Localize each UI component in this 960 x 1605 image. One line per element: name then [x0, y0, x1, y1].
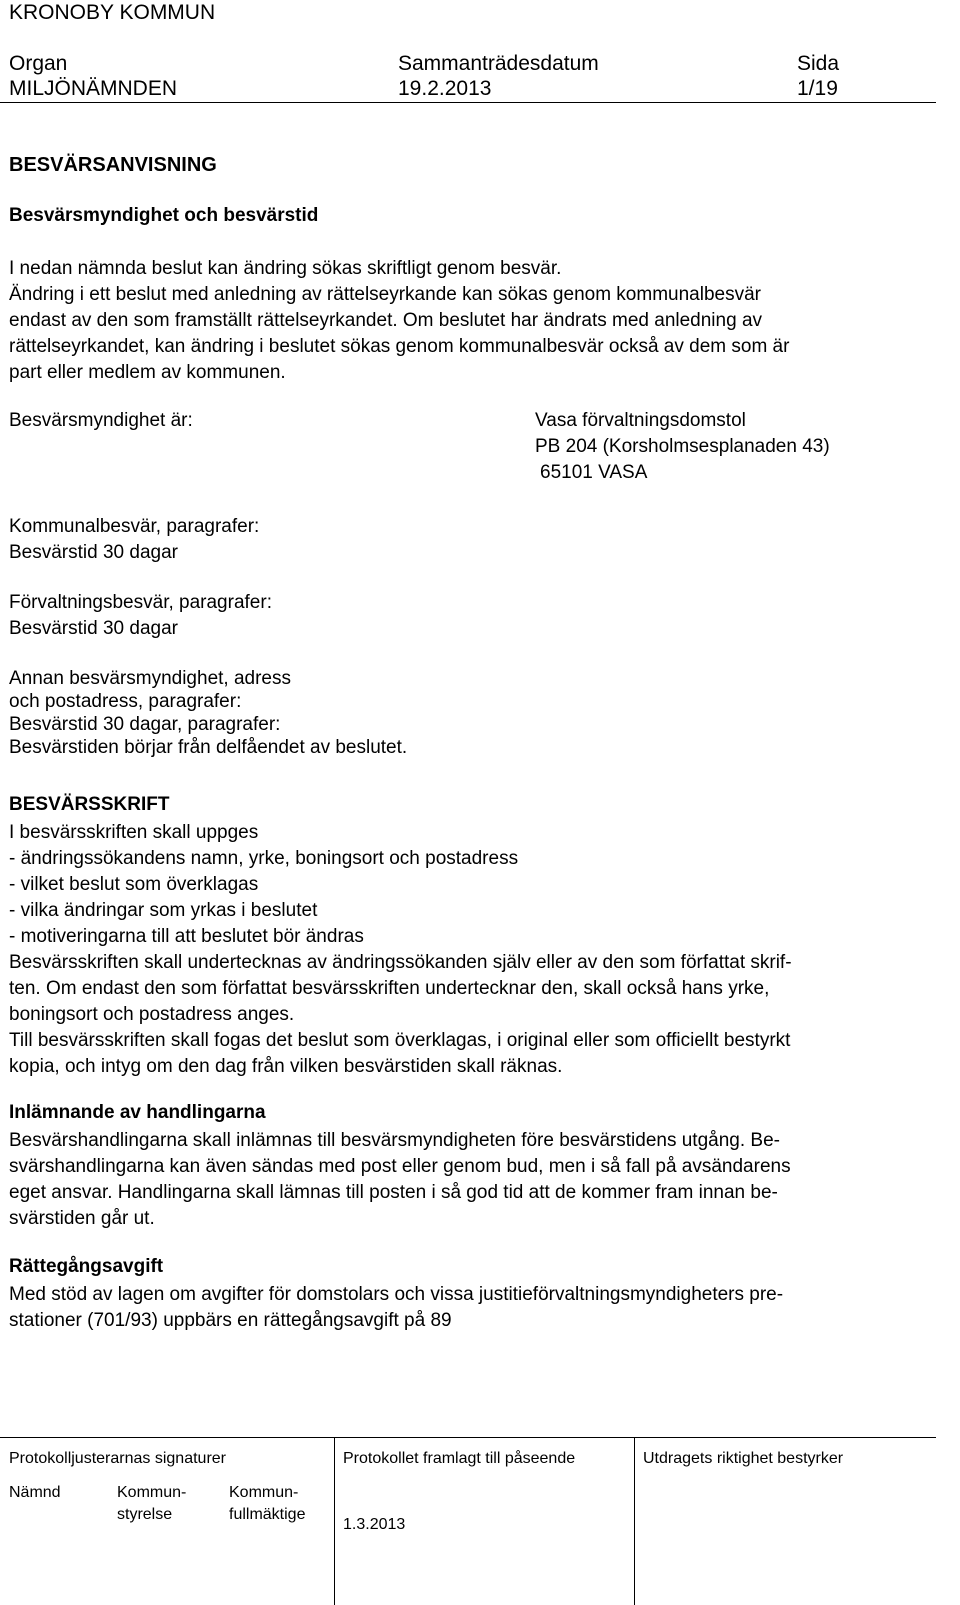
document-title: BESVÄRSANVISNING [9, 154, 217, 176]
signatures-label: Protokolljusterarnas signaturer [9, 1450, 226, 1467]
text-line: Besvärstid 30 dagar [9, 542, 178, 563]
text-line: - vilka ändringar som yrkas i beslutet [9, 900, 318, 921]
section-text-besvarsmyndighet [9, 256, 929, 386]
authority-address: PB 204 (Korsholmsesplanaden 43) [535, 436, 830, 457]
text-line: Till besvärsskriften skall fogas det beslut som överklagas, i original eller som officiellt bestyrkt [9, 1030, 791, 1051]
section-heading-besvarsmyndighet: Besvärsmyndighet och besvärstid [9, 205, 319, 226]
text-line: ten. Om endast den som författat besvärsskriften undertecknar den, skall också hans yrke, [9, 978, 770, 999]
extract-label: Utdragets riktighet bestyrker [643, 1450, 844, 1467]
text-line: eget ansvar. Handlingarna skall lämnas till posten i så god tid att de kommer fram innan be- [9, 1182, 778, 1203]
organ-value: MILJÖNÄMNDEN [9, 77, 178, 100]
text-line: Ändring i ett beslut med anledning av rättelseyrkande kan sökas genom kommunalbesvär [9, 284, 761, 305]
footer-divider [0, 1437, 936, 1438]
footer-divider-vertical [334, 1437, 335, 1605]
other-appeal [9, 667, 929, 759]
authority-label: Besvärsmyndighet är: [9, 410, 193, 431]
section-heading-rattegangsavgift: Rättegångsavgift [9, 1256, 164, 1277]
public-date: 1.3.2013 [343, 1516, 406, 1533]
signature-styrelse-line2: styrelse [117, 1506, 173, 1523]
text-line: svärstiden går ut. [9, 1208, 155, 1229]
text-line: Kommunalbesvär, paragrafer: [9, 516, 260, 537]
header-divider [0, 102, 936, 103]
page-value: 1/19 [797, 77, 838, 100]
text-line: kopia, och intyg om den dag från vilken besvärstiden skall räknas. [9, 1056, 563, 1077]
text-line: endast av den som framställt rättelseyrkandet. Om beslutet har ändrats med anledning av [9, 310, 763, 331]
text-line: I nedan nämnda beslut kan ändring sökas skriftligt genom besvär. [9, 258, 562, 279]
text-line: rättelseyrkandet, kan ändring i beslutet sökas genom kommunalbesvär också av dem som är [9, 336, 790, 357]
section-text-besvarsskrift [9, 820, 929, 1080]
text-line: part eller medlem av kommunen. [9, 362, 286, 383]
section-heading-besvarsskrift: BESVÄRSSKRIFT [9, 794, 170, 815]
signature-fullmaktige-line2: fullmäktige [229, 1506, 306, 1523]
footer-divider-vertical [634, 1437, 635, 1605]
text-line: Besvärstiden börjar från delfåendet av beslutet. [9, 737, 408, 758]
text-line: Annan besvärsmyndighet, adress [9, 668, 291, 689]
section-heading-inlamnande: Inlämnande av handlingarna [9, 1102, 266, 1123]
signature-styrelse-line1: Kommun- [117, 1484, 187, 1501]
text-line: Förvaltningsbesvär, paragrafer: [9, 592, 272, 613]
text-line: stationer (701/93) uppbärs en rättegångsavgift på 89 [9, 1310, 452, 1331]
section-text-rattegangsavgift [9, 1282, 929, 1334]
text-line: - motiveringarna till att beslutet bör ändras [9, 926, 364, 947]
signature-namnd: Nämnd [9, 1484, 61, 1501]
text-line: boningsort och postadress anges. [9, 1004, 295, 1025]
date-value: 19.2.2013 [398, 77, 492, 100]
text-line: och postadress, paragrafer: [9, 691, 242, 712]
text-line: Med stöd av lagen om avgifter för domstolars och vissa justitieförvaltningsmyndigheters pre- [9, 1284, 784, 1305]
organ-label: Organ [9, 52, 68, 75]
signature-fullmaktige-line1: Kommun- [229, 1484, 299, 1501]
text-line: Besvärstid 30 dagar, paragrafer: [9, 714, 281, 735]
date-label: Sammanträdesdatum [398, 52, 599, 75]
municipality-name: KRONOBY KOMMUN [9, 1, 216, 24]
public-label: Protokollet framlagt till påseende [343, 1450, 576, 1467]
text-line: Besvärstid 30 dagar [9, 618, 178, 639]
text-line: svärshandlingarna kan även sändas med post eller genom bud, men i så fall på avsändarens [9, 1156, 791, 1177]
text-line: - vilket beslut som överklagas [9, 874, 259, 895]
text-line: Besvärsskriften skall undertecknas av ändringssökanden själv eller av den som författat skrif- [9, 952, 792, 973]
text-line: - ändringssökandens namn, yrke, boningsort och postadress [9, 848, 519, 869]
page-label: Sida [797, 52, 840, 75]
authority-postal: 65101 VASA [540, 462, 648, 483]
authority-name: Vasa förvaltningsdomstol [535, 410, 746, 431]
text-line: Besvärshandlingarna skall inlämnas till besvärsmyndigheten före besvärstidens utgång. Be- [9, 1130, 780, 1151]
municipal-appeal [9, 514, 929, 566]
section-text-inlamnande [9, 1128, 929, 1232]
text-line: I besvärsskriften skall uppges [9, 822, 259, 843]
administrative-appeal [9, 590, 929, 642]
